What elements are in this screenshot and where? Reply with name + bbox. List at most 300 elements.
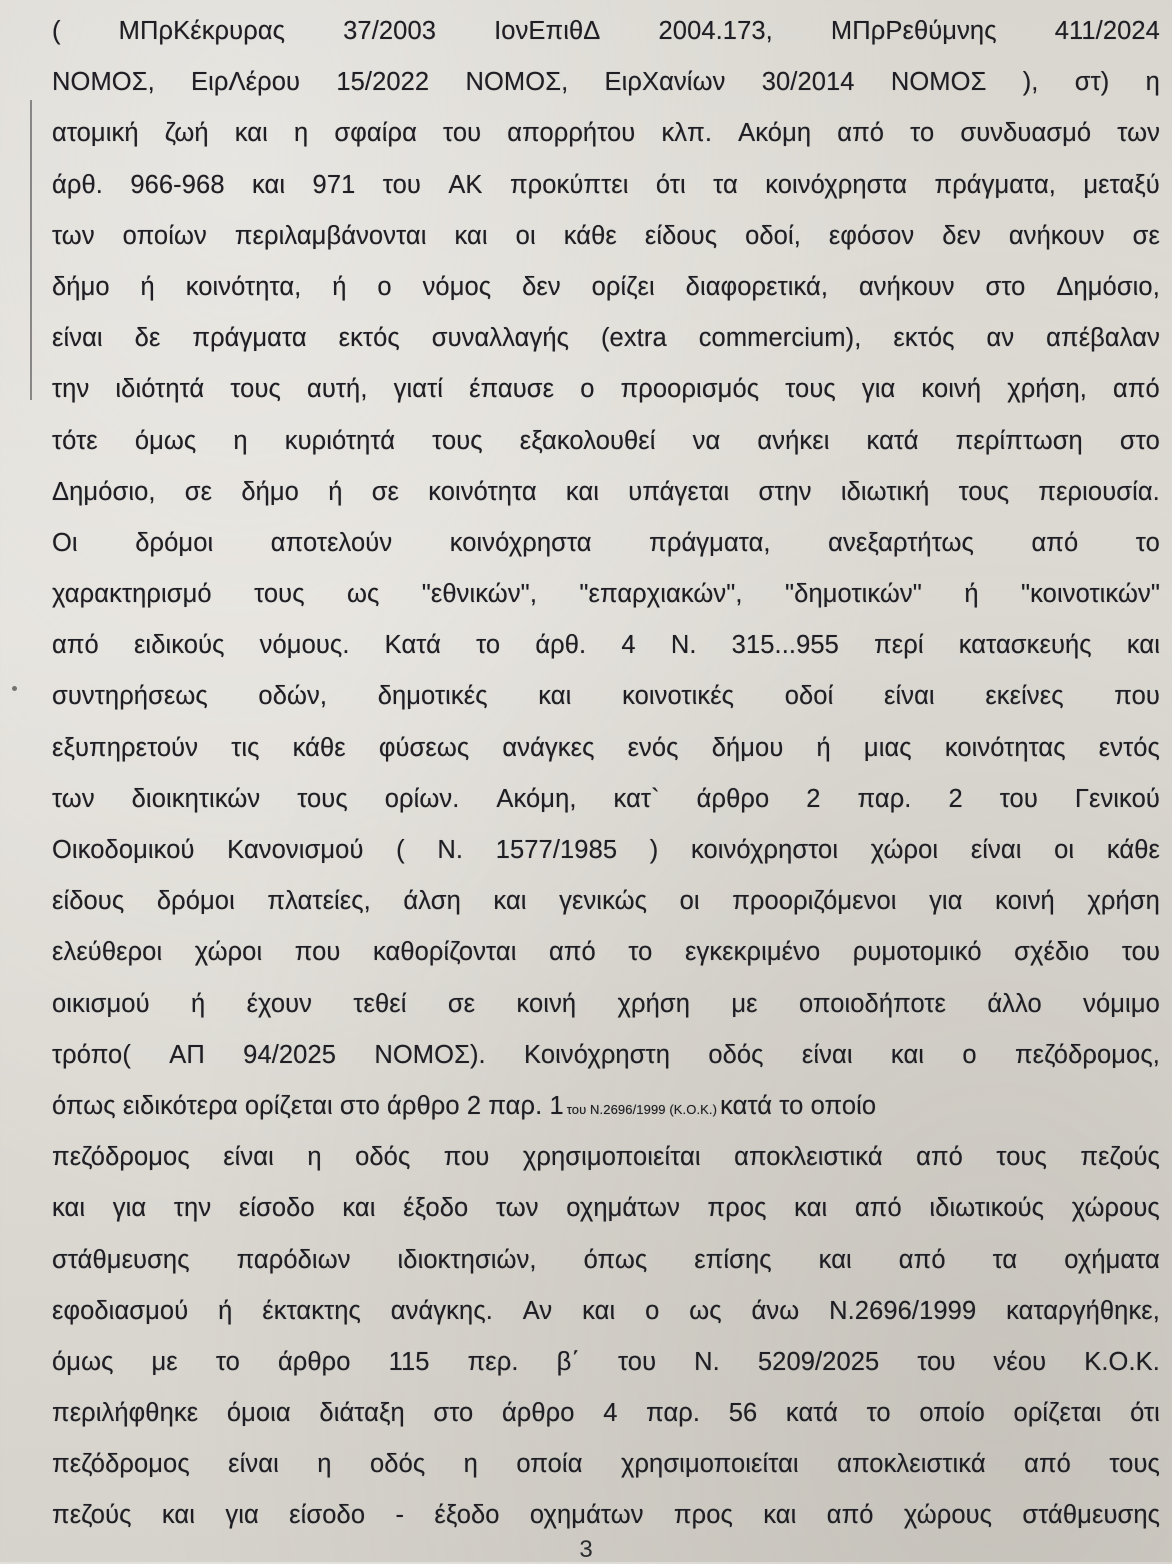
- word: επίσης: [694, 1245, 772, 1274]
- word: αποκλειστικά: [734, 1143, 883, 1172]
- word: οποιοδήποτε: [798, 989, 947, 1018]
- text-line: [52, 211, 1160, 262]
- word: παρόδιων: [236, 1245, 351, 1274]
- word: τους: [958, 477, 1010, 506]
- word: την: [52, 375, 90, 404]
- word: κάθε: [1106, 836, 1160, 864]
- word: "επαρχιακών",: [579, 580, 743, 609]
- word: ΝΟΜΟΣ).: [374, 1040, 486, 1069]
- word: άλλο: [987, 989, 1042, 1018]
- word: Οικοδομικού: [52, 836, 195, 864]
- word: για: [861, 375, 896, 404]
- word: καθορίζονται: [372, 938, 517, 967]
- text-line: [52, 1337, 1160, 1388]
- text-line: [52, 1490, 1160, 1541]
- word: τους: [254, 580, 305, 609]
- word: ο: [580, 375, 595, 404]
- word: δημοτικές: [377, 682, 488, 711]
- word: 2: [806, 784, 821, 813]
- word: Ν.: [694, 1347, 720, 1376]
- word: οι: [1054, 836, 1075, 864]
- word: 30/2014: [761, 68, 855, 97]
- word: ΝΟΜΟΣ,: [52, 68, 155, 97]
- word: εντός: [1098, 733, 1160, 762]
- word: στην: [758, 477, 812, 506]
- word: η: [294, 119, 309, 148]
- word: πεζούς: [1080, 1143, 1160, 1172]
- word: τα: [992, 1245, 1018, 1274]
- word: το: [1135, 528, 1160, 557]
- text-line: [52, 1439, 1160, 1490]
- text-line-with-footnote: [52, 1081, 1160, 1132]
- word: (extra: [600, 324, 667, 353]
- word: 94/2025: [243, 1040, 337, 1069]
- word: αποκλειστικά: [837, 1450, 986, 1479]
- word: άρθρο: [277, 1347, 351, 1376]
- text-line: [52, 364, 1160, 415]
- word: ατομική: [52, 119, 139, 148]
- word: των: [1117, 119, 1160, 148]
- word: νόμους.: [259, 631, 350, 660]
- word: στο: [985, 272, 1026, 301]
- word: ΝΟΜΟΣ: [890, 68, 987, 97]
- word: τους: [230, 375, 281, 404]
- word: Ν.: [437, 836, 464, 864]
- word: απέβαλαν: [1046, 324, 1160, 353]
- word: αποτελούν: [270, 528, 393, 557]
- word: 37/2003: [343, 17, 437, 45]
- word: έξοδο: [403, 1194, 469, 1223]
- word: ΙονΕπιθΔ: [494, 17, 601, 45]
- word: Δημόσιο,: [52, 477, 156, 506]
- word: ΝΟΜΟΣ,: [465, 68, 569, 97]
- word: καταργήθηκε,: [1006, 1296, 1160, 1325]
- word: το: [866, 1399, 891, 1428]
- word: και: [538, 682, 572, 711]
- text-line: [52, 569, 1160, 620]
- word: εξυπηρετούν: [52, 733, 199, 762]
- text-line: [52, 518, 1160, 569]
- word: είναι: [52, 324, 103, 353]
- word: ορίζει: [591, 272, 655, 301]
- word: σε: [1132, 221, 1160, 250]
- word: κυριότητά: [284, 426, 396, 455]
- word: συναλλαγής: [431, 324, 569, 353]
- text-line: [52, 825, 1160, 876]
- word: πράγματα: [192, 324, 307, 353]
- word: ή: [964, 580, 979, 609]
- word: να: [692, 426, 721, 455]
- word: commercium),: [698, 324, 862, 353]
- line-part: όπως ειδικότερα ορίζεται στο άρθρο 2 παρ. 1: [52, 1091, 564, 1120]
- text-line: [52, 876, 1160, 927]
- word: ΕιρΛέρου: [191, 68, 301, 97]
- word: κοινόχρηστα: [765, 170, 908, 199]
- word: ή: [332, 272, 347, 301]
- word: εγκεκριμένο: [685, 938, 821, 967]
- word: Κατά: [384, 631, 441, 660]
- word: χώροι: [870, 836, 939, 864]
- word: τεθεί: [353, 989, 407, 1018]
- word: για: [225, 1501, 259, 1530]
- word: οποία: [516, 1450, 583, 1479]
- text-line: [52, 1030, 1160, 1081]
- text-line: [52, 979, 1160, 1030]
- margin-mark: [12, 686, 17, 691]
- word: εκτός: [893, 324, 955, 353]
- word: ΜΠρΡεθύμνης: [830, 17, 997, 45]
- word: κοινόχρηστα: [449, 528, 592, 557]
- word: ιδιωτικούς: [929, 1194, 1045, 1223]
- word: από: [1031, 528, 1079, 557]
- word: έχουν: [246, 989, 313, 1018]
- word: εκτός: [338, 324, 400, 353]
- margin-line: [30, 100, 32, 400]
- word: Κ.Ο.Κ.: [1084, 1347, 1160, 1376]
- word: πλατείες,: [267, 887, 371, 916]
- text-line: [52, 723, 1160, 774]
- word: και: [794, 1194, 828, 1223]
- word: δήμου: [711, 733, 784, 762]
- word: ΑΚ: [448, 170, 483, 199]
- word: ανάγκες: [502, 733, 595, 762]
- word: είναι: [228, 1450, 279, 1479]
- word: τους: [785, 375, 836, 404]
- word: ή: [328, 477, 343, 506]
- word: συντηρήσεως: [52, 682, 208, 711]
- word: πεζόδρομος,: [1014, 1040, 1160, 1069]
- word: εφοδιασμού: [52, 1296, 189, 1325]
- word: οδός: [370, 1450, 426, 1479]
- word: η: [463, 1450, 478, 1479]
- word: πράγματα,: [934, 170, 1056, 199]
- word: εκείνες: [985, 682, 1064, 711]
- word: 966-968: [130, 170, 225, 199]
- word: σε: [447, 989, 476, 1018]
- word: χρησιμοποιείται: [522, 1143, 701, 1172]
- word: Ακόμη: [738, 119, 812, 148]
- word: με: [151, 1347, 178, 1376]
- word: ως: [346, 580, 380, 609]
- word: ιδιωτική: [840, 477, 930, 506]
- word: ή: [140, 272, 155, 301]
- word: πεζόδρομος: [52, 1450, 190, 1479]
- text-line: [52, 1286, 1160, 1337]
- word: η: [307, 1143, 322, 1172]
- word: από: [1113, 375, 1160, 404]
- text-line: [52, 1235, 1160, 1286]
- word: γιατί: [393, 375, 444, 404]
- word: οχημάτων: [529, 1501, 644, 1530]
- inline-small-reference: του Ν.2696/1999 (Κ.Ο.Κ.): [566, 1101, 718, 1117]
- word: από: [854, 1194, 902, 1223]
- word: που: [443, 1143, 490, 1172]
- word: Ν.2696/1999: [829, 1296, 977, 1325]
- word: ή: [218, 1296, 233, 1325]
- word: Δημόσιο,: [1056, 272, 1160, 301]
- word: Αν: [522, 1296, 553, 1325]
- word: προς: [673, 1501, 733, 1530]
- word: μεταξύ: [1083, 170, 1160, 199]
- text-line: [52, 160, 1160, 211]
- word: -: [395, 1501, 405, 1530]
- word: χώρους: [903, 1501, 993, 1530]
- text-line: [52, 1132, 1160, 1183]
- text-line: [52, 6, 1160, 57]
- word: που: [294, 938, 341, 967]
- word: κοινή: [516, 989, 577, 1018]
- text-line: [52, 620, 1160, 671]
- word: είναι: [970, 836, 1022, 864]
- word: και: [52, 1194, 86, 1223]
- word: ζωή: [164, 119, 209, 148]
- word: οικισμού: [52, 989, 150, 1018]
- word: ΜΠρΚέκρυρας: [118, 17, 286, 45]
- word: των: [52, 784, 95, 813]
- word: άρθ.: [52, 170, 103, 199]
- word: έκτακτης: [262, 1296, 361, 1325]
- word: είναι: [801, 1040, 853, 1069]
- word: άλση: [403, 887, 461, 916]
- word: σε: [371, 477, 400, 506]
- word: γενικώς: [559, 887, 648, 916]
- text-line: [52, 1183, 1160, 1234]
- word: παρ.: [646, 1399, 701, 1428]
- word: αυτή,: [306, 375, 368, 404]
- word: ανάγκης.: [390, 1296, 493, 1325]
- word: είσοδο: [238, 1194, 315, 1223]
- word: κατ`: [613, 784, 660, 813]
- word: προκύπτει: [509, 170, 629, 199]
- word: έπαυσε: [469, 375, 555, 404]
- word: χώρους: [1071, 1194, 1160, 1223]
- word: με: [731, 989, 758, 1018]
- word: ΑΠ: [169, 1040, 205, 1069]
- word: κοινότητα: [428, 477, 537, 506]
- word: του: [617, 1347, 657, 1376]
- word: και: [234, 119, 268, 148]
- word: περιλαμβάνονται: [234, 221, 427, 250]
- word: νέου: [993, 1347, 1047, 1376]
- word: τις: [231, 733, 260, 762]
- word: και: [1126, 631, 1160, 660]
- word: κοινή: [921, 375, 982, 404]
- word: είδους: [52, 887, 125, 916]
- word: κατασκευής: [958, 631, 1092, 660]
- word: από: [549, 938, 596, 967]
- word: η: [233, 426, 248, 455]
- word: κοινοτικές: [622, 682, 735, 711]
- word: άρθρο: [501, 1399, 575, 1428]
- word: 56: [728, 1399, 758, 1428]
- word: Ακόμη,: [496, 784, 577, 813]
- word: "δημοτικών": [785, 580, 922, 609]
- word: πεζόδρομος: [52, 1143, 190, 1172]
- word: όπως: [583, 1245, 648, 1274]
- word: και: [454, 221, 488, 250]
- word: του: [1121, 938, 1160, 967]
- text-line: [52, 1388, 1160, 1439]
- word: ανήκουν: [858, 272, 955, 301]
- word: 5209/2025: [757, 1347, 880, 1376]
- word: αν: [986, 324, 1015, 353]
- word: κοινόχρηστοι: [690, 836, 839, 864]
- word: ορίζεται: [1013, 1399, 1102, 1428]
- word: από: [52, 631, 99, 660]
- word: οδοί: [784, 682, 834, 711]
- word: χρήση: [617, 989, 691, 1018]
- word: προς: [707, 1194, 767, 1223]
- word: ΕιρΧανίων: [604, 68, 726, 97]
- word: 4: [603, 1399, 618, 1428]
- word: χαρακτηρισμό: [52, 580, 212, 609]
- word: όμως: [134, 426, 197, 455]
- word: το: [215, 1347, 240, 1376]
- word: περιλήφθηκε: [52, 1399, 199, 1428]
- word: (: [396, 836, 405, 864]
- text-line: [52, 416, 1160, 467]
- word: περίπτωση: [955, 426, 1083, 455]
- word: η: [1145, 68, 1160, 97]
- word: περ.: [467, 1347, 519, 1376]
- word: Οι: [52, 528, 78, 557]
- word: τους: [432, 426, 483, 455]
- word: (: [52, 17, 61, 45]
- word: κοινότητας: [944, 733, 1066, 762]
- word: οχήματα: [1064, 1245, 1160, 1274]
- word: νόμος: [422, 272, 492, 301]
- word: όμως: [52, 1347, 114, 1376]
- text-line: [52, 262, 1160, 313]
- word: που: [1114, 682, 1160, 711]
- word: οποίων: [122, 221, 207, 250]
- word: το: [628, 938, 653, 967]
- word: κατά: [866, 426, 919, 455]
- word: συνδυασμό: [960, 119, 1092, 148]
- word: σε: [184, 477, 213, 506]
- word: τους: [1109, 1450, 1160, 1479]
- word: ή: [190, 989, 206, 1018]
- word: το: [476, 631, 501, 660]
- word: διοικητικών: [131, 784, 261, 813]
- text-line: [52, 57, 1160, 108]
- word: κοινή: [995, 887, 1055, 916]
- word: δήμο: [52, 272, 110, 301]
- word: ή: [816, 733, 831, 762]
- word: και: [342, 1194, 376, 1223]
- word: χρησιμοποιείται: [620, 1450, 799, 1479]
- word: μιας: [863, 733, 912, 762]
- word: ρυμοτομικό: [852, 938, 982, 967]
- word: και: [582, 1296, 616, 1325]
- body-text: [52, 6, 1160, 1542]
- word: στάθμευσης: [52, 1245, 190, 1274]
- word: Κανονισμού: [227, 836, 364, 864]
- word: είσοδο: [289, 1501, 366, 1530]
- word: πράγματα,: [649, 528, 771, 557]
- word: εξακολουθεί: [519, 426, 656, 455]
- word: στ): [1074, 68, 1110, 97]
- word: άρθρο: [696, 784, 770, 813]
- word: των: [52, 221, 95, 250]
- word: ο: [645, 1296, 660, 1325]
- word: για: [112, 1194, 147, 1223]
- word: και: [565, 477, 600, 506]
- word: οδός: [355, 1143, 411, 1172]
- word: δήμο: [241, 477, 299, 506]
- word: χρήση,: [1007, 375, 1087, 404]
- word: στο: [433, 1399, 474, 1428]
- word: β΄: [556, 1347, 580, 1376]
- word: χώροι: [194, 938, 263, 967]
- word: κατά: [785, 1399, 838, 1428]
- word: και: [818, 1245, 852, 1274]
- word: και: [890, 1040, 925, 1069]
- line-part: κατά το οποίο: [720, 1091, 877, 1120]
- word: οι: [679, 887, 700, 916]
- word: ο: [962, 1040, 977, 1069]
- word: ανήκουν: [1008, 221, 1105, 250]
- word: οδοί,: [745, 221, 801, 250]
- word: στο: [1119, 426, 1160, 455]
- word: έξοδο: [434, 1501, 500, 1530]
- word: ιδιότητά: [115, 375, 205, 404]
- word: κοινότητα,: [185, 272, 302, 301]
- word: "κοινοτικών": [1020, 580, 1160, 609]
- word: για: [929, 887, 963, 916]
- word: από: [1024, 1450, 1071, 1479]
- word: δεν: [942, 221, 981, 250]
- word: δεν: [522, 272, 561, 301]
- word: ορίων.: [384, 784, 460, 813]
- word: δρόμοι: [135, 528, 214, 557]
- word: του: [917, 1347, 956, 1376]
- word: από: [916, 1143, 963, 1172]
- word: Κοινόχρηστη: [524, 1040, 671, 1069]
- word: ως: [689, 1296, 722, 1325]
- word: κλπ.: [661, 119, 713, 148]
- word: τότε: [52, 426, 98, 455]
- word: το: [910, 119, 935, 148]
- word: του: [443, 119, 482, 148]
- word: ότι: [655, 170, 686, 199]
- word: είναι: [883, 682, 935, 711]
- word: διάταξη: [319, 1399, 405, 1428]
- word: από: [826, 1501, 874, 1530]
- word: προοριζόμενοι: [732, 887, 897, 916]
- word: άρθ.: [535, 631, 587, 660]
- word: και: [161, 1501, 196, 1530]
- text-line: [52, 927, 1160, 978]
- text-line: [52, 108, 1160, 159]
- word: Ν.: [670, 631, 697, 660]
- word: 115: [388, 1347, 430, 1376]
- word: ανεξαρτήτως: [828, 528, 974, 557]
- word: όμοια: [226, 1399, 291, 1428]
- word: είδους: [644, 221, 718, 250]
- word: πεζούς: [52, 1501, 132, 1530]
- word: κάθε: [292, 733, 346, 762]
- word: εφόσον: [828, 221, 915, 250]
- word: χρήση: [1087, 887, 1160, 916]
- word: ενός: [627, 733, 679, 762]
- word: και: [763, 1501, 797, 1530]
- word: ελεύθεροι: [52, 938, 163, 967]
- word: τρόπο(: [52, 1040, 131, 1069]
- word: η: [317, 1450, 332, 1479]
- word: από: [898, 1245, 946, 1274]
- word: οποίο: [919, 1399, 985, 1428]
